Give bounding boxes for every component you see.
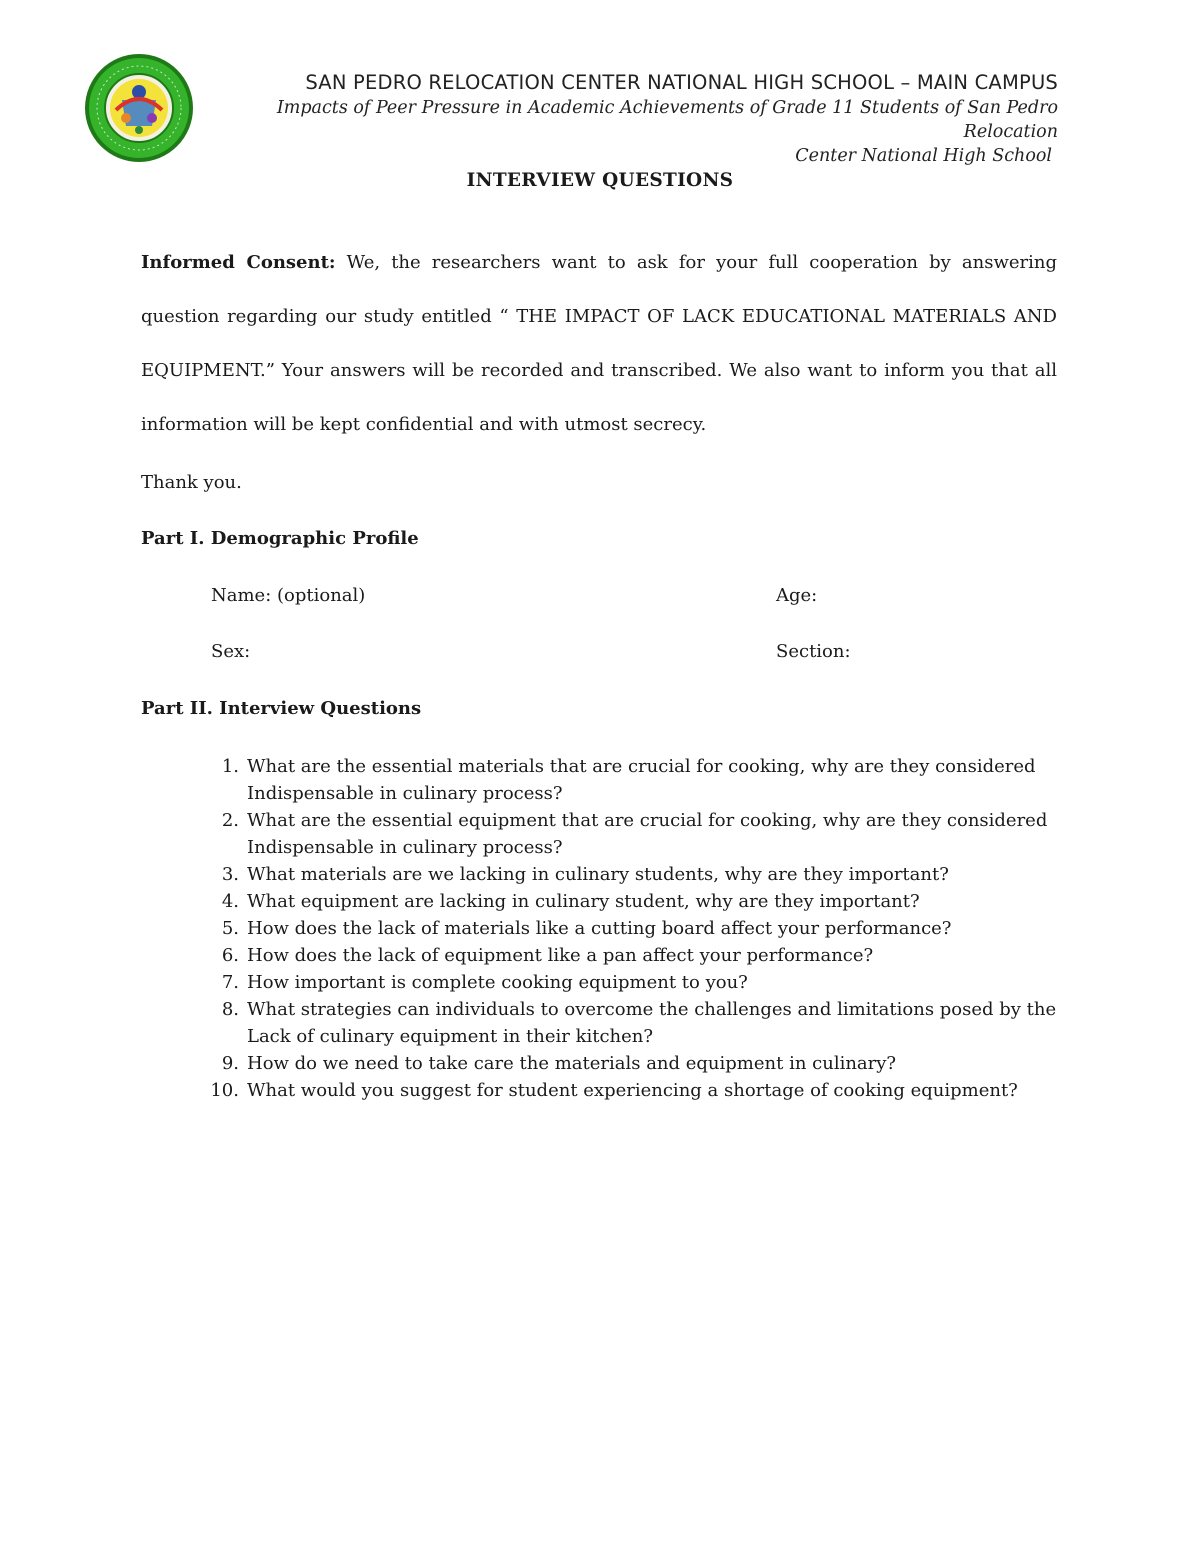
question-item	[205, 753, 1065, 807]
question-item	[205, 807, 1065, 861]
question-number: 8.	[221, 999, 239, 1020]
question-text: How important is complete cooking equipment to you?	[247, 972, 748, 993]
question-text: What are the essential equipment that are crucial for cooking, why are they considered Indispensable in culinary process?	[247, 810, 1048, 858]
question-text: What strategies can individuals to overcome the challenges and limitations posed by the Lack of culinary equipment in their kitchen?	[247, 999, 1057, 1047]
question-number: 5.	[221, 918, 239, 939]
name-field-label: Name: (optional)	[211, 585, 366, 606]
interview-questions-list	[205, 753, 1065, 1104]
question-item	[205, 861, 1065, 888]
question-item	[205, 1077, 1065, 1104]
consent-text: We, the researchers want to ask for your full cooperation by answering question regarding our study entitled “ THE IMPACT OF LACK EDUCATIONAL MATERIALS AND EQUIPMENT.” Your answers will be recorded and transcribed. We also want to inform you that all information will be kept confidential and with utmost secrecy.	[141, 252, 1057, 435]
question-text: How do we need to take care the materials and equipment in culinary?	[247, 1053, 897, 1074]
question-number: 10.	[210, 1080, 239, 1101]
page-title: INTERVIEW QUESTIONS	[466, 170, 734, 191]
question-item	[205, 1050, 1065, 1077]
question-item	[205, 969, 1065, 996]
informed-consent-paragraph	[141, 236, 1057, 452]
question-text: How does the lack of materials like a cutting board affect your performance?	[247, 918, 952, 939]
question-item	[205, 942, 1065, 969]
question-text: How does the lack of equipment like a pan affect your performance?	[247, 945, 874, 966]
question-text: What materials are we lacking in culinary students, why are they important?	[247, 864, 949, 885]
study-title-line2: Center National High School	[795, 146, 1052, 166]
part1-heading: Part I. Demographic Profile	[141, 528, 419, 549]
sex-field-label: Sex:	[211, 641, 251, 662]
question-number: 7.	[221, 972, 239, 993]
consent-label: Informed Consent:	[141, 252, 336, 273]
question-number: 6.	[221, 945, 239, 966]
question-number: 9.	[221, 1053, 239, 1074]
question-item	[205, 888, 1065, 915]
question-text: What equipment are lacking in culinary student, why are they important?	[247, 891, 920, 912]
question-number: 1.	[221, 756, 239, 777]
part2-heading: Part II. Interview Questions	[141, 698, 422, 719]
question-item	[205, 915, 1065, 942]
study-title-line1: Impacts of Peer Pressure in Academic Achievements of Grade 11 Students of San Pedro Relocation	[276, 98, 1058, 142]
question-text: What are the essential materials that are crucial for cooking, why are they considered Indispensable in culinary process?	[247, 756, 1036, 804]
age-field-label: Age:	[776, 585, 818, 606]
question-number: 3.	[221, 864, 239, 885]
question-text: What would you suggest for student experiencing a shortage of cooking equipment?	[247, 1080, 1018, 1101]
thank-you-text: Thank you.	[141, 472, 242, 493]
school-name: SAN PEDRO RELOCATION CENTER NATIONAL HIGH SCHOOL – MAIN CAMPUS	[305, 71, 1058, 94]
question-number: 4.	[221, 891, 239, 912]
document-header	[178, 70, 1058, 168]
question-item	[205, 996, 1065, 1050]
question-number: 2.	[221, 810, 239, 831]
section-field-label: Section:	[776, 641, 851, 662]
